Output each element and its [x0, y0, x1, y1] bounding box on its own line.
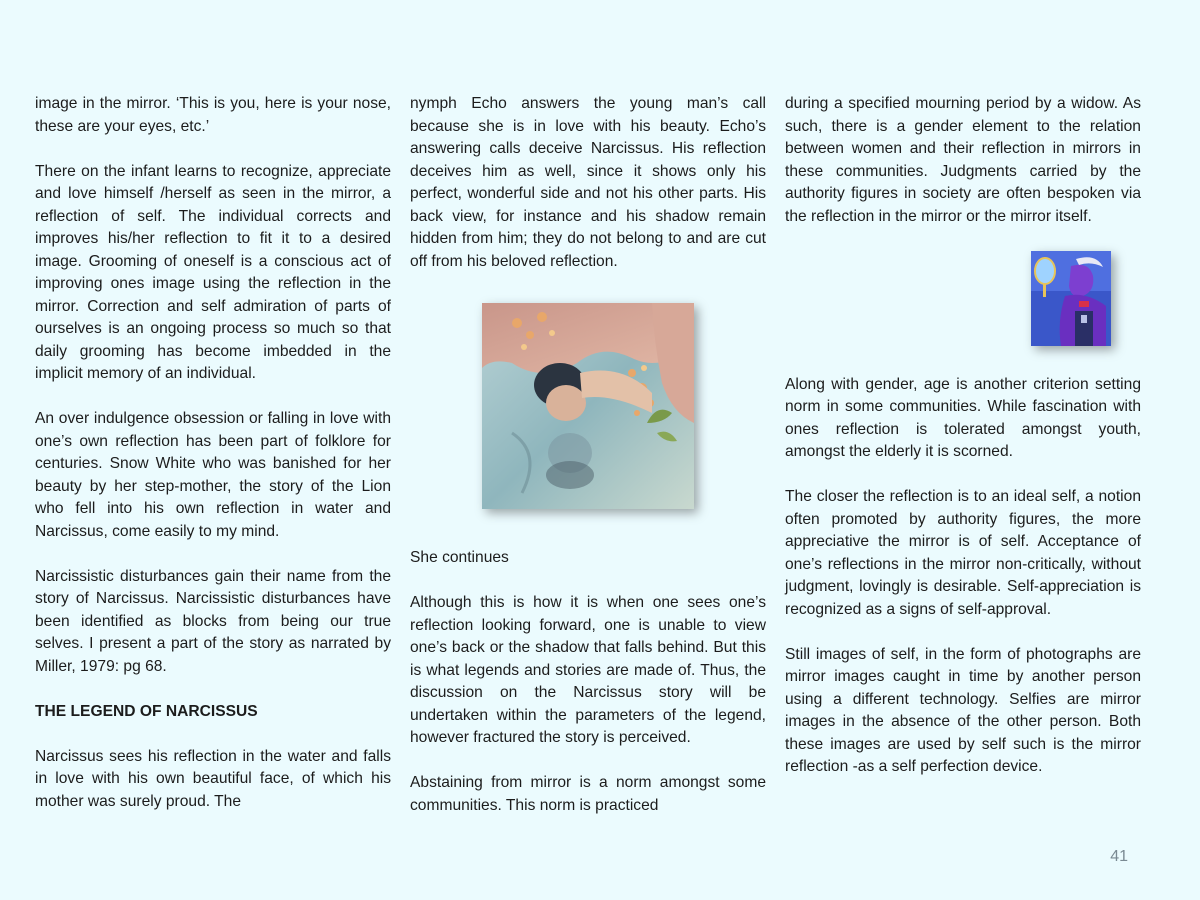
narcissus-painting-image — [482, 303, 694, 509]
paragraph: image in the mirror. ‘This is you, here is your nose, these are your eyes, etc.’ — [35, 95, 391, 135]
figure-mirror — [785, 251, 1141, 346]
paragraph: Abstaining from mirror is a norm amongst some communities. This norm is practiced — [410, 774, 766, 814]
page-number: 41 — [1110, 848, 1128, 865]
mirror-illustration-image — [1031, 251, 1111, 346]
text-column-1 — [35, 93, 391, 836]
paragraph: Narcissistic disturbances gain their name from the story of Narcissus. Narcissistic disturbances have been identified as blocks from being our true selves. I present a part of the story as narrated by Miller, 1979: pg 68. — [35, 567, 391, 675]
paragraph: Narcissus sees his reflection in the water and falls in love with his own beautiful face, of which his mother was surely proud. The — [35, 747, 391, 810]
figure-narcissus — [410, 273, 766, 547]
paragraph: Along with gender, age is another criterion setting norm in some communities. While fascination with ones reflection is tolerated amongst youth, amongst the elderly it is scorned. — [785, 375, 1141, 460]
paragraph: during a specified mourning period by a widow. As such, there is a gender element to the relation between women and their reflection in mirrors in these communities. Judgments carried by the authority figures in society are often bespoken via the reflection in the mirror or the mirror itself. — [785, 95, 1141, 225]
paragraph: Although this is how it is when one sees one’s reflection looking forward, one is unable to view one’s back or the shadow that falls behind. But this is what legends and stories are made of. Thus, the discussion on the Narcissus story will be undertaken within the parameters of the legend, however fractured the story is perceived. — [410, 594, 766, 746]
text-column-3 — [785, 93, 1141, 801]
paragraph: Still images of self, in the form of photographs are mirror images caught in time by another person using a different technology. Selfies are mirror images in the absence of the other person. Both these images are used by self such is the mirror reflection -as a self perfection device. — [785, 645, 1141, 775]
paragraph: The closer the reflection is to an ideal self, a notion often promoted by authority figures, the more appreciative the mirror is of self. Acceptance of one’s reflections in the mirror non-critically, without judgment, lovingly is desirable. Self-appreciation is recognized as a signs of self-approval. — [785, 488, 1141, 618]
paragraph: An over indulgence obsession or falling in love with one’s own reflection has been part of folklore for centuries. Snow White who was banished for her beauty by her step-mother, the story of the Lion who fell into his own reflection in water and Narcissus, come easily to my mind. — [35, 410, 391, 540]
paragraph: She continues — [410, 549, 509, 566]
paragraph: nymph Echo answers the young man’s call because she is in love with his beauty. Echo’s answering calls deceive Narcissus. His reflection deceives him as well, since it shows only his perfect, wonderful side and not his other parts. His back view, for instance and his shadow remain hidden from him; they do not belong to and are cut off from his beloved reflection. — [410, 95, 766, 270]
paragraph: There on the infant learns to recognize, appreciate and love himself /herself as seen in the mirror, a reflection of self. The individual corrects and improves his/her reflection to fit it to a desired image. Grooming of oneself is a conscious act of improving ones image using the reflection in the mirror. Correction and self admiration of parts of ourselves is an ongoing process so much so that daily grooming has become imbedded in the implicit memory of an individual. — [35, 162, 391, 382]
section-heading: THE LEGEND OF NARCISSUS — [35, 702, 258, 720]
text-column-2 — [410, 93, 766, 840]
